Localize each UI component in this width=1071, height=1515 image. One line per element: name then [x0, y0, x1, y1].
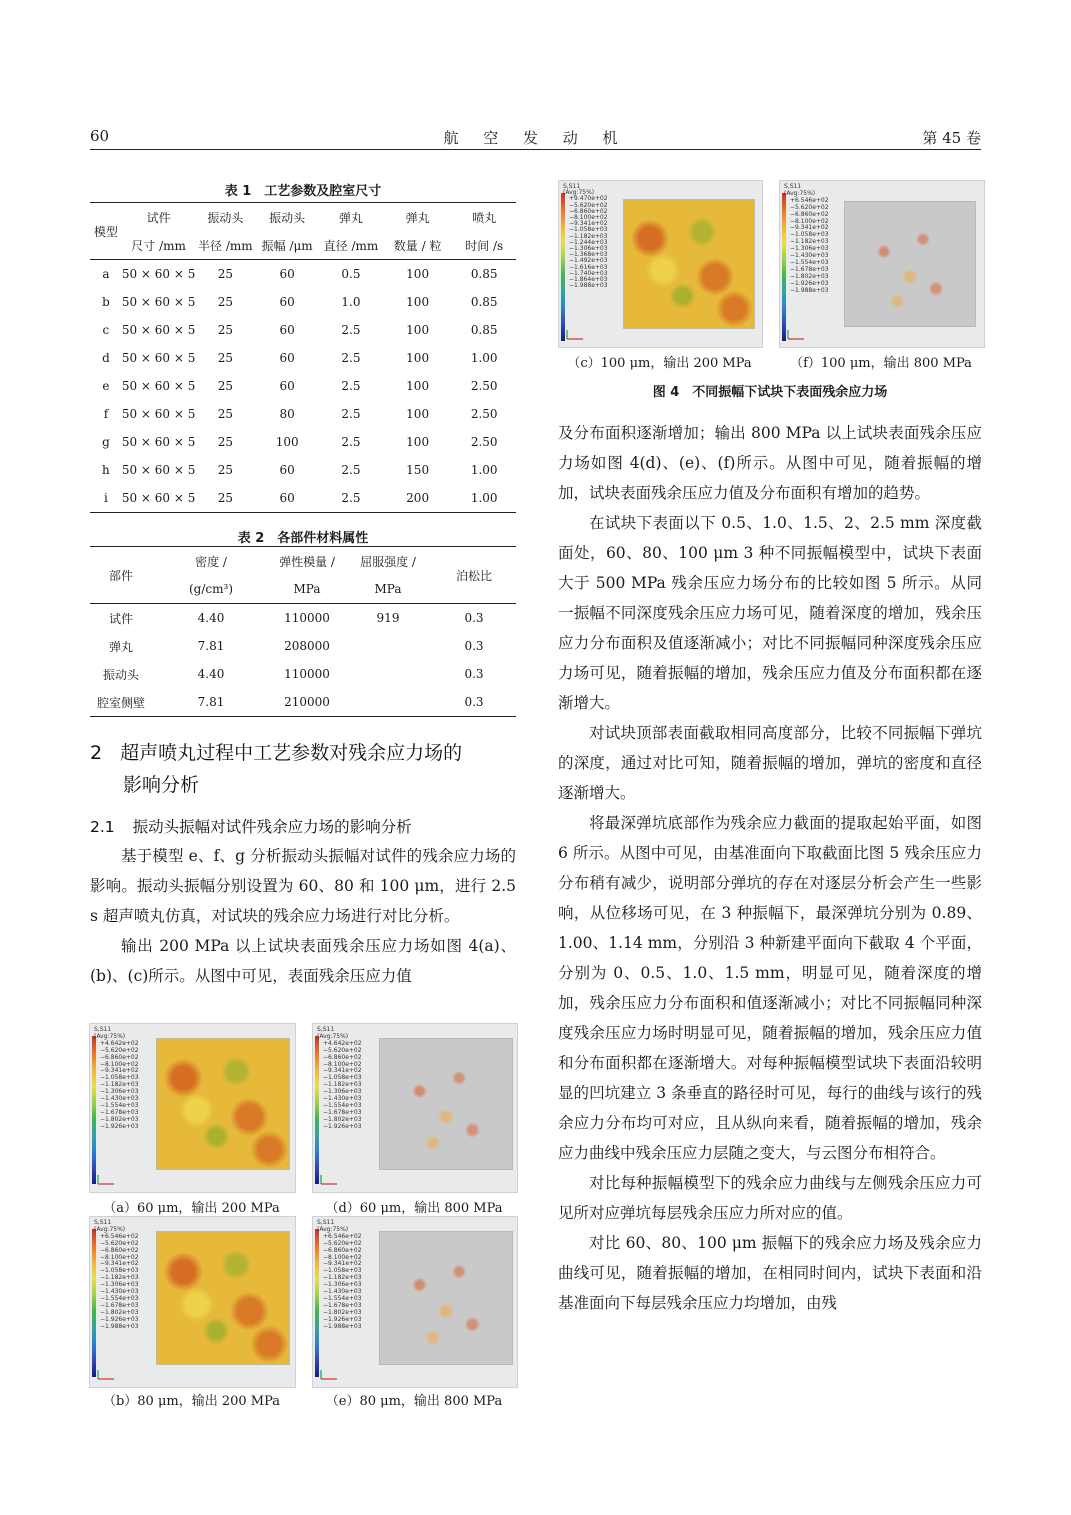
legend-label: +4.642e+02: [100, 1039, 139, 1047]
legend-label: −1.182e+03: [569, 232, 608, 240]
table-cell: 60: [279, 351, 295, 365]
table-cell: 25: [217, 295, 233, 309]
table-cell: 腔室侧壁: [90, 688, 152, 717]
table-cell: 2.5: [341, 379, 361, 393]
table-cell: 100: [406, 267, 430, 281]
legend-label: −1.182e+03: [100, 1081, 139, 1089]
legend-label: −1.740e+03: [569, 269, 608, 277]
legend-labels: [784, 184, 829, 295]
figure4-panel-e: [312, 1216, 518, 1388]
table-row: [90, 688, 516, 717]
legend-label: −1.926e+03: [790, 279, 829, 287]
table2-header-cell: (g/cm³): [152, 575, 270, 604]
legend-label: −1.306e+03: [100, 1281, 139, 1289]
table-cell: 2.5: [341, 407, 361, 421]
stress-contour-plate: [379, 1038, 513, 1170]
table1-header-cell: 半径 /mm: [195, 231, 255, 260]
table2-header-cell: 弹性模量 /: [270, 547, 344, 576]
legend-label: −6.860e+02: [323, 1053, 362, 1061]
stress-contour-plate: [379, 1231, 513, 1365]
table-cell: 60: [279, 323, 295, 337]
figure4-caption-d: （d）60 μm，输出 800 MPa: [325, 1201, 503, 1216]
legend-label: −1.058e+03: [323, 1267, 362, 1275]
legend-label: −1.182e+03: [100, 1274, 139, 1282]
table1-header-cell: 振动头: [255, 203, 319, 232]
legend-labels: [94, 1027, 139, 1131]
table-cell: 2.5: [341, 351, 361, 365]
table-cell: g: [102, 435, 110, 449]
figure4-caption-f: （f）100 μm，输出 800 MPa: [790, 356, 972, 371]
legend-label: −1.554e+03: [790, 258, 829, 266]
legend-label: −1.554e+03: [100, 1101, 139, 1109]
table1-header-cell: 试件: [122, 203, 196, 232]
legend-label: −1.616e+03: [569, 263, 608, 271]
table-cell: e: [102, 379, 110, 393]
figure4-panel-f: [779, 180, 985, 348]
paragraph: 对比 60、80、100 μm 振幅下的残余应力场及残余应力曲线可见，随着振幅的增加，在相同时间内，试块下表面和沿基准面向下每层残余压应力均增加，由残: [558, 1234, 982, 1312]
legend-label: −1.926e+03: [323, 1315, 362, 1323]
table-cell: 0.3: [432, 688, 516, 717]
table-cell: 2.50: [470, 379, 498, 393]
table-cell: 1.00: [470, 351, 498, 365]
table-cell: b: [102, 295, 110, 309]
legend-label: −1.182e+03: [323, 1081, 362, 1089]
table-row: [90, 456, 516, 484]
legend-label: −1.678e+03: [100, 1108, 139, 1116]
table-cell: 0.85: [470, 323, 498, 337]
legend-label: −1.306e+03: [569, 245, 608, 253]
legend-label: −5.620e+02: [323, 1239, 362, 1247]
table-cell: 100: [406, 323, 430, 337]
table-cell: 25: [217, 463, 233, 477]
legend-label: −9.341e+02: [100, 1067, 139, 1075]
legend-label: (Avg:75%): [563, 189, 595, 197]
table-cell: 25: [217, 435, 233, 449]
figure4-caption-a: （a）60 μm，输出 200 MPa: [103, 1201, 280, 1216]
legend-label: −1.988e+03: [323, 1322, 362, 1330]
legend-label: −1.988e+03: [100, 1322, 139, 1330]
paragraph: 及分布面积逐渐增加；输出 800 MPa 以上试块表面残余压应力场如图 4(d)、(e)、(f)所示。从图中可见，随着振幅的增加，试块表面残余压应力值及分布面积有增加的趋势。: [558, 424, 982, 502]
table1-header-cell: 振动头: [195, 203, 255, 232]
legend-label: −1.678e+03: [323, 1108, 362, 1116]
table-cell: 4.40: [197, 667, 225, 681]
table-row: [90, 632, 516, 660]
figure4-panel-d: [312, 1023, 518, 1193]
table-cell: 100: [406, 351, 430, 365]
section21-number: 2.1: [90, 818, 115, 836]
legend-label: −1.430e+03: [323, 1095, 362, 1103]
legend-label: −1.058e+03: [569, 226, 608, 234]
table1-header-cell: 时间 /s: [452, 231, 516, 260]
table-cell: 100: [406, 407, 430, 421]
legend-label: −1.802e+03: [790, 272, 829, 280]
legend-label: −1.802e+03: [323, 1115, 362, 1123]
table1-header-cell: 振幅 /μm: [255, 231, 319, 260]
table-cell: 50 × 60 × 5: [121, 463, 196, 477]
table1-header-cell: 弹丸: [319, 203, 383, 232]
legend-label: −1.554e+03: [323, 1101, 362, 1109]
paragraph: 对比每种振幅模型下的残余应力曲线与左侧残余压应力可见所对应弹坑每层残余压应力所对应的值。: [558, 1174, 982, 1222]
legend-label: (Avg:75%): [94, 1032, 126, 1040]
table-cell: f: [103, 407, 109, 421]
table-row: [90, 400, 516, 428]
table-cell: 50 × 60 × 5: [121, 435, 196, 449]
right-column-text: [558, 418, 982, 1318]
table-cell: 0.85: [470, 267, 498, 281]
legend-label: (Avg:75%): [94, 1225, 126, 1233]
legend-label: −1.988e+03: [790, 286, 829, 294]
table-cell: 100: [406, 379, 430, 393]
legend-label: −1.430e+03: [790, 252, 829, 260]
legend-label: S,S11: [317, 1026, 335, 1033]
table-cell: 25: [195, 484, 255, 513]
legend-label: −1.306e+03: [790, 245, 829, 253]
section2-number: 2: [90, 742, 103, 764]
table-cell: 50 × 60 × 5: [121, 323, 196, 337]
legend-label: −9.341e+02: [790, 224, 829, 232]
legend-label: −1.058e+03: [100, 1074, 139, 1082]
legend-label: −1.678e+03: [790, 265, 829, 273]
table-row: [90, 344, 516, 372]
table-cell: 100: [275, 435, 299, 449]
table-cell: [344, 660, 432, 688]
table2-header-part: 部件: [90, 547, 152, 604]
legend-label: −6.860e+02: [100, 1053, 139, 1061]
axis-triad-icon: [565, 329, 585, 341]
table2-header-cell: MPa: [344, 575, 432, 604]
legend-label: +4.642e+02: [323, 1039, 362, 1047]
table1-header-cell: 尺寸 /mm: [122, 231, 196, 260]
table-row: [90, 484, 516, 513]
table1-header-cell: 喷丸: [452, 203, 516, 232]
figure4-title: 图 4 不同振幅下试块下表面残余应力场: [652, 385, 888, 400]
legend-label: +6.546e+02: [100, 1232, 139, 1240]
table-cell: 25: [217, 323, 233, 337]
table-cell: 208000: [284, 639, 330, 653]
legend-label: −1.182e+03: [323, 1274, 362, 1282]
legend-label: −1.802e+03: [100, 1115, 139, 1123]
legend-label: −1.182e+03: [790, 238, 829, 246]
legend-label: −6.860e+02: [100, 1246, 139, 1254]
table-cell: 2.5: [319, 484, 383, 513]
paragraph: 将最深弹坑底部作为残余应力截面的提取起始平面，如图 6 所示。从图中可见，由基准面向下取截面比图 5 残余压应力分布稍有减少，说明部分弹坑的存在对逐层分析会产生一些影响，从位移场可见，在 3 种振幅下，最深弹坑分别为 0.89、1.00、1.14 mm，分别沿 3 种新建平面向下截取 4 个平面，分别为 0、0.5、1.0、1.5 mm，明显可见，随着深度的增加，残余压应力分布面积和值逐渐减小；对比不同振幅同种深度残余压应力场时明显可见，随着振幅的增加，残余压应力值和分布面积都在逐渐增大。对每种振幅模型试块下表面沿较明显的凹坑建立 3 条垂直的路径时可见，每行的曲线与该行的残余应力分布均可对应，且从纵向来看，随着振幅的增加，残余应力曲线中残余压应力层随之变大，与云图分布相符合。: [558, 814, 982, 1162]
figure4-caption-b: （b）80 μm，输出 200 MPa: [102, 1394, 281, 1409]
table-cell: 150: [406, 463, 430, 477]
table-cell: 110000: [284, 611, 330, 625]
legend-label: (Avg:75%): [317, 1225, 349, 1233]
table-cell: 试件: [108, 611, 133, 626]
axis-triad-icon: [319, 1174, 339, 1186]
table-cell: 50 × 60 × 5: [121, 379, 196, 393]
legend-label: −5.620e+02: [100, 1239, 139, 1247]
axis-triad-icon: [96, 1174, 116, 1186]
axis-triad-icon: [96, 1369, 116, 1381]
table-cell: 弹丸: [108, 639, 133, 654]
table2-header-cell: MPa: [270, 575, 344, 604]
table-cell: 25: [217, 351, 233, 365]
legend-label: S,S11: [563, 183, 581, 190]
legend-label: −8.100e+02: [790, 217, 829, 225]
table-cell: 2.5: [341, 323, 361, 337]
legend-label: −1.058e+03: [790, 231, 829, 239]
legend-label: −5.620e+02: [100, 1046, 139, 1054]
table-cell: 7.81: [197, 639, 225, 653]
table-cell: 50 × 60 × 5: [122, 484, 196, 513]
table-row: [90, 260, 516, 289]
table-cell: c: [102, 323, 110, 337]
table1-header-cell: 数量 / 粒: [383, 231, 453, 260]
axis-triad-icon: [786, 329, 806, 341]
table-row: [90, 372, 516, 400]
stress-contour-plate: [156, 1038, 290, 1170]
table-cell: 0.5: [341, 267, 361, 281]
legend-label: −1.678e+03: [323, 1301, 362, 1309]
table1-header-model: 模型: [90, 203, 122, 260]
table-cell: h: [102, 463, 110, 477]
table-cell: 0.85: [470, 295, 498, 309]
legend-label: −8.100e+02: [100, 1060, 139, 1068]
legend-label: S,S11: [94, 1219, 112, 1226]
legend-label: −1.802e+03: [323, 1308, 362, 1316]
legend-label: −1.058e+03: [323, 1074, 362, 1082]
legend-label: −1.306e+03: [100, 1088, 139, 1096]
legend-label: −9.341e+02: [100, 1260, 139, 1268]
legend-label: (Avg:75%): [784, 189, 816, 197]
axis-triad-icon: [319, 1369, 339, 1381]
legend-label: +6.546e+02: [790, 196, 829, 204]
legend-label: −1.554e+03: [323, 1294, 362, 1302]
figure4-panel-c: [558, 180, 763, 348]
stress-contour-plate: [623, 199, 755, 329]
legend-labels: [317, 1220, 362, 1331]
legend-label: −5.620e+02: [569, 201, 608, 209]
legend-label: +9.470e+02: [569, 195, 608, 203]
figure4-caption-c: （c）100 μm，输出 200 MPa: [567, 356, 752, 371]
table-cell: 0.3: [464, 611, 484, 625]
legend-label: −1.430e+03: [323, 1288, 362, 1296]
table-cell: 50 × 60 × 5: [121, 351, 196, 365]
table1: [90, 202, 516, 513]
legend-label: −1.678e+03: [100, 1301, 139, 1309]
legend-label: −8.100e+02: [100, 1253, 139, 1261]
table1-caption: 表 1 工艺参数及腔室尺寸: [224, 184, 382, 199]
legend-label: −9.341e+02: [323, 1260, 362, 1268]
legend-label: −9.341e+02: [323, 1067, 362, 1075]
table-cell: 60: [255, 484, 319, 513]
paragraph: 对试块顶部表面截取相同高度部分，比较不同振幅下弹坑的深度，通过对比可知，随着振幅的增加，弹坑的密度和直径逐渐增大。: [558, 724, 982, 802]
table-cell: 50 × 60 × 5: [121, 295, 196, 309]
table-row: [90, 288, 516, 316]
table-cell: [344, 632, 432, 660]
legend-label: S,S11: [317, 1219, 335, 1226]
table-cell: 0.3: [464, 667, 484, 681]
table-cell: 2.5: [341, 463, 361, 477]
running-header: [90, 123, 981, 150]
legend-label: −8.100e+02: [323, 1060, 362, 1068]
legend-label: −1.926e+03: [100, 1315, 139, 1323]
table2-header-cell: 密度 /: [152, 547, 270, 576]
figure4-panel-a: [89, 1023, 296, 1193]
table-cell: d: [102, 351, 110, 365]
table-row: [90, 660, 516, 688]
table-cell: 1.00: [470, 463, 498, 477]
table-cell: 1.0: [341, 295, 361, 309]
table-cell: 2.50: [470, 407, 498, 421]
legend-label: −8.100e+02: [323, 1253, 362, 1261]
legend-label: −1.926e+03: [323, 1122, 362, 1130]
page-number: 60: [90, 127, 110, 145]
figure4-panel-b: [89, 1216, 296, 1388]
legend-label: −1.554e+03: [100, 1294, 139, 1302]
legend-label: −1.988e+03: [569, 282, 608, 290]
section2-heading: [90, 737, 520, 801]
table-cell: 100: [406, 295, 430, 309]
table-cell: 振动头: [102, 667, 139, 682]
legend-label: −1.864e+03: [569, 276, 608, 284]
legend-label: −1.492e+03: [569, 257, 608, 265]
section21-heading: [90, 815, 520, 837]
legend-label: −9.341e+02: [569, 220, 608, 228]
legend-label: −5.620e+02: [323, 1046, 362, 1054]
legend-label: +6.546e+02: [323, 1232, 362, 1240]
legend-label: −1.306e+03: [323, 1088, 362, 1096]
legend-label: −5.620e+02: [790, 203, 829, 211]
legend-label: −1.058e+03: [100, 1267, 139, 1275]
legend-label: −1.430e+03: [100, 1288, 139, 1296]
table-cell: a: [102, 267, 110, 281]
stress-contour-plate: [844, 201, 976, 327]
legend-label: −6.860e+02: [323, 1246, 362, 1254]
journal-title: 航 空 发 动 机: [443, 129, 628, 147]
legend-label: −1.802e+03: [100, 1308, 139, 1316]
table-cell: 210000: [270, 688, 344, 717]
table-row: [90, 428, 516, 456]
table-cell: i: [90, 484, 122, 513]
legend-labels: [94, 1220, 139, 1331]
table-cell: 60: [279, 267, 295, 281]
table-cell: 110000: [284, 667, 330, 681]
legend-label: −1.430e+03: [100, 1095, 139, 1103]
table1-header-cell: 直径 /mm: [319, 231, 383, 260]
table2-caption: 表 2 各部件材料属性: [237, 531, 369, 546]
legend-label: S,S11: [94, 1026, 112, 1033]
legend-label: −1.368e+03: [569, 251, 608, 259]
table-cell: 60: [279, 463, 295, 477]
legend-label: −1.306e+03: [323, 1281, 362, 1289]
table-cell: 7.81: [152, 688, 270, 717]
table1-header-cell: 弹丸: [383, 203, 453, 232]
table-cell: 2.50: [470, 435, 498, 449]
table-cell: 25: [217, 379, 233, 393]
legend-labels: [563, 184, 608, 289]
table-cell: 2.5: [341, 435, 361, 449]
paragraph: 在试块下表面以下 0.5、1.0、1.5、2、2.5 mm 深度截面处，60、80、100 μm 3 种不同振幅模型中，试块下表面大于 500 MPa 残余压应力场分布的比较如图 5 所示。从同一振幅不同深度残余压应力场可见，随着深度的增加，残余压应力分布面积及值逐渐减小；对比不同振幅同种深度残余压应力场可见，随着振幅的增加，残余压应力值及分布面积都在逐渐增大。: [558, 514, 982, 712]
legend-label: (Avg:75%): [317, 1032, 349, 1040]
table-row: [90, 316, 516, 344]
table-cell: 1.00: [452, 484, 516, 513]
legend-label: −1.244e+03: [569, 238, 608, 246]
section21-title: 振动头振幅对试件残余应力场的影响分析: [132, 818, 412, 836]
legend-label: S,S11: [784, 183, 802, 190]
table-cell: 50 × 60 × 5: [121, 267, 196, 281]
table-cell: 25: [217, 407, 233, 421]
stress-contour-plate: [156, 1231, 290, 1365]
figure4-caption-e: （e）80 μm，输出 800 MPa: [325, 1394, 503, 1409]
legend-label: −8.100e+02: [569, 214, 608, 222]
legend-label: −6.860e+02: [790, 210, 829, 218]
left-column-text: [90, 841, 516, 991]
table-row: [90, 604, 516, 633]
table-cell: 80: [279, 407, 295, 421]
table-cell: 25: [217, 267, 233, 281]
legend-label: −6.860e+02: [569, 207, 608, 215]
legend-label: −1.926e+03: [100, 1122, 139, 1130]
table-cell: 919: [376, 611, 400, 625]
section2-title-line2: 影响分析: [123, 774, 200, 796]
table2: [90, 546, 516, 717]
table-cell: 200: [383, 484, 453, 513]
section2-title-line1: 超声喷丸过程中工艺参数对残余应力场的: [120, 742, 463, 764]
table2-header-cell: 屈服强度 /: [344, 547, 432, 576]
volume-label: 第 45 卷: [922, 129, 981, 147]
table-cell: 60: [279, 295, 295, 309]
table2-header-poisson: 泊松比: [432, 547, 516, 604]
table-cell: [344, 688, 432, 717]
paragraph: 基于模型 e、f、g 分析振动头振幅对试件的残余应力场的影响。振动头振幅分别设置为 60、80 和 100 μm，进行 2.5 s 超声喷丸仿真，对试块的残余应力场进行对比分析。: [90, 847, 516, 925]
table-cell: 4.40: [197, 611, 225, 625]
table-cell: 0.3: [464, 639, 484, 653]
table-cell: 100: [406, 435, 430, 449]
table-cell: 60: [279, 379, 295, 393]
legend-labels: [317, 1027, 362, 1131]
table-cell: 50 × 60 × 5: [121, 407, 196, 421]
paragraph: 输出 200 MPa 以上试块表面残余压应力场如图 4(a)、(b)、(c)所示。从图中可见，表面残余压应力值: [90, 937, 516, 985]
